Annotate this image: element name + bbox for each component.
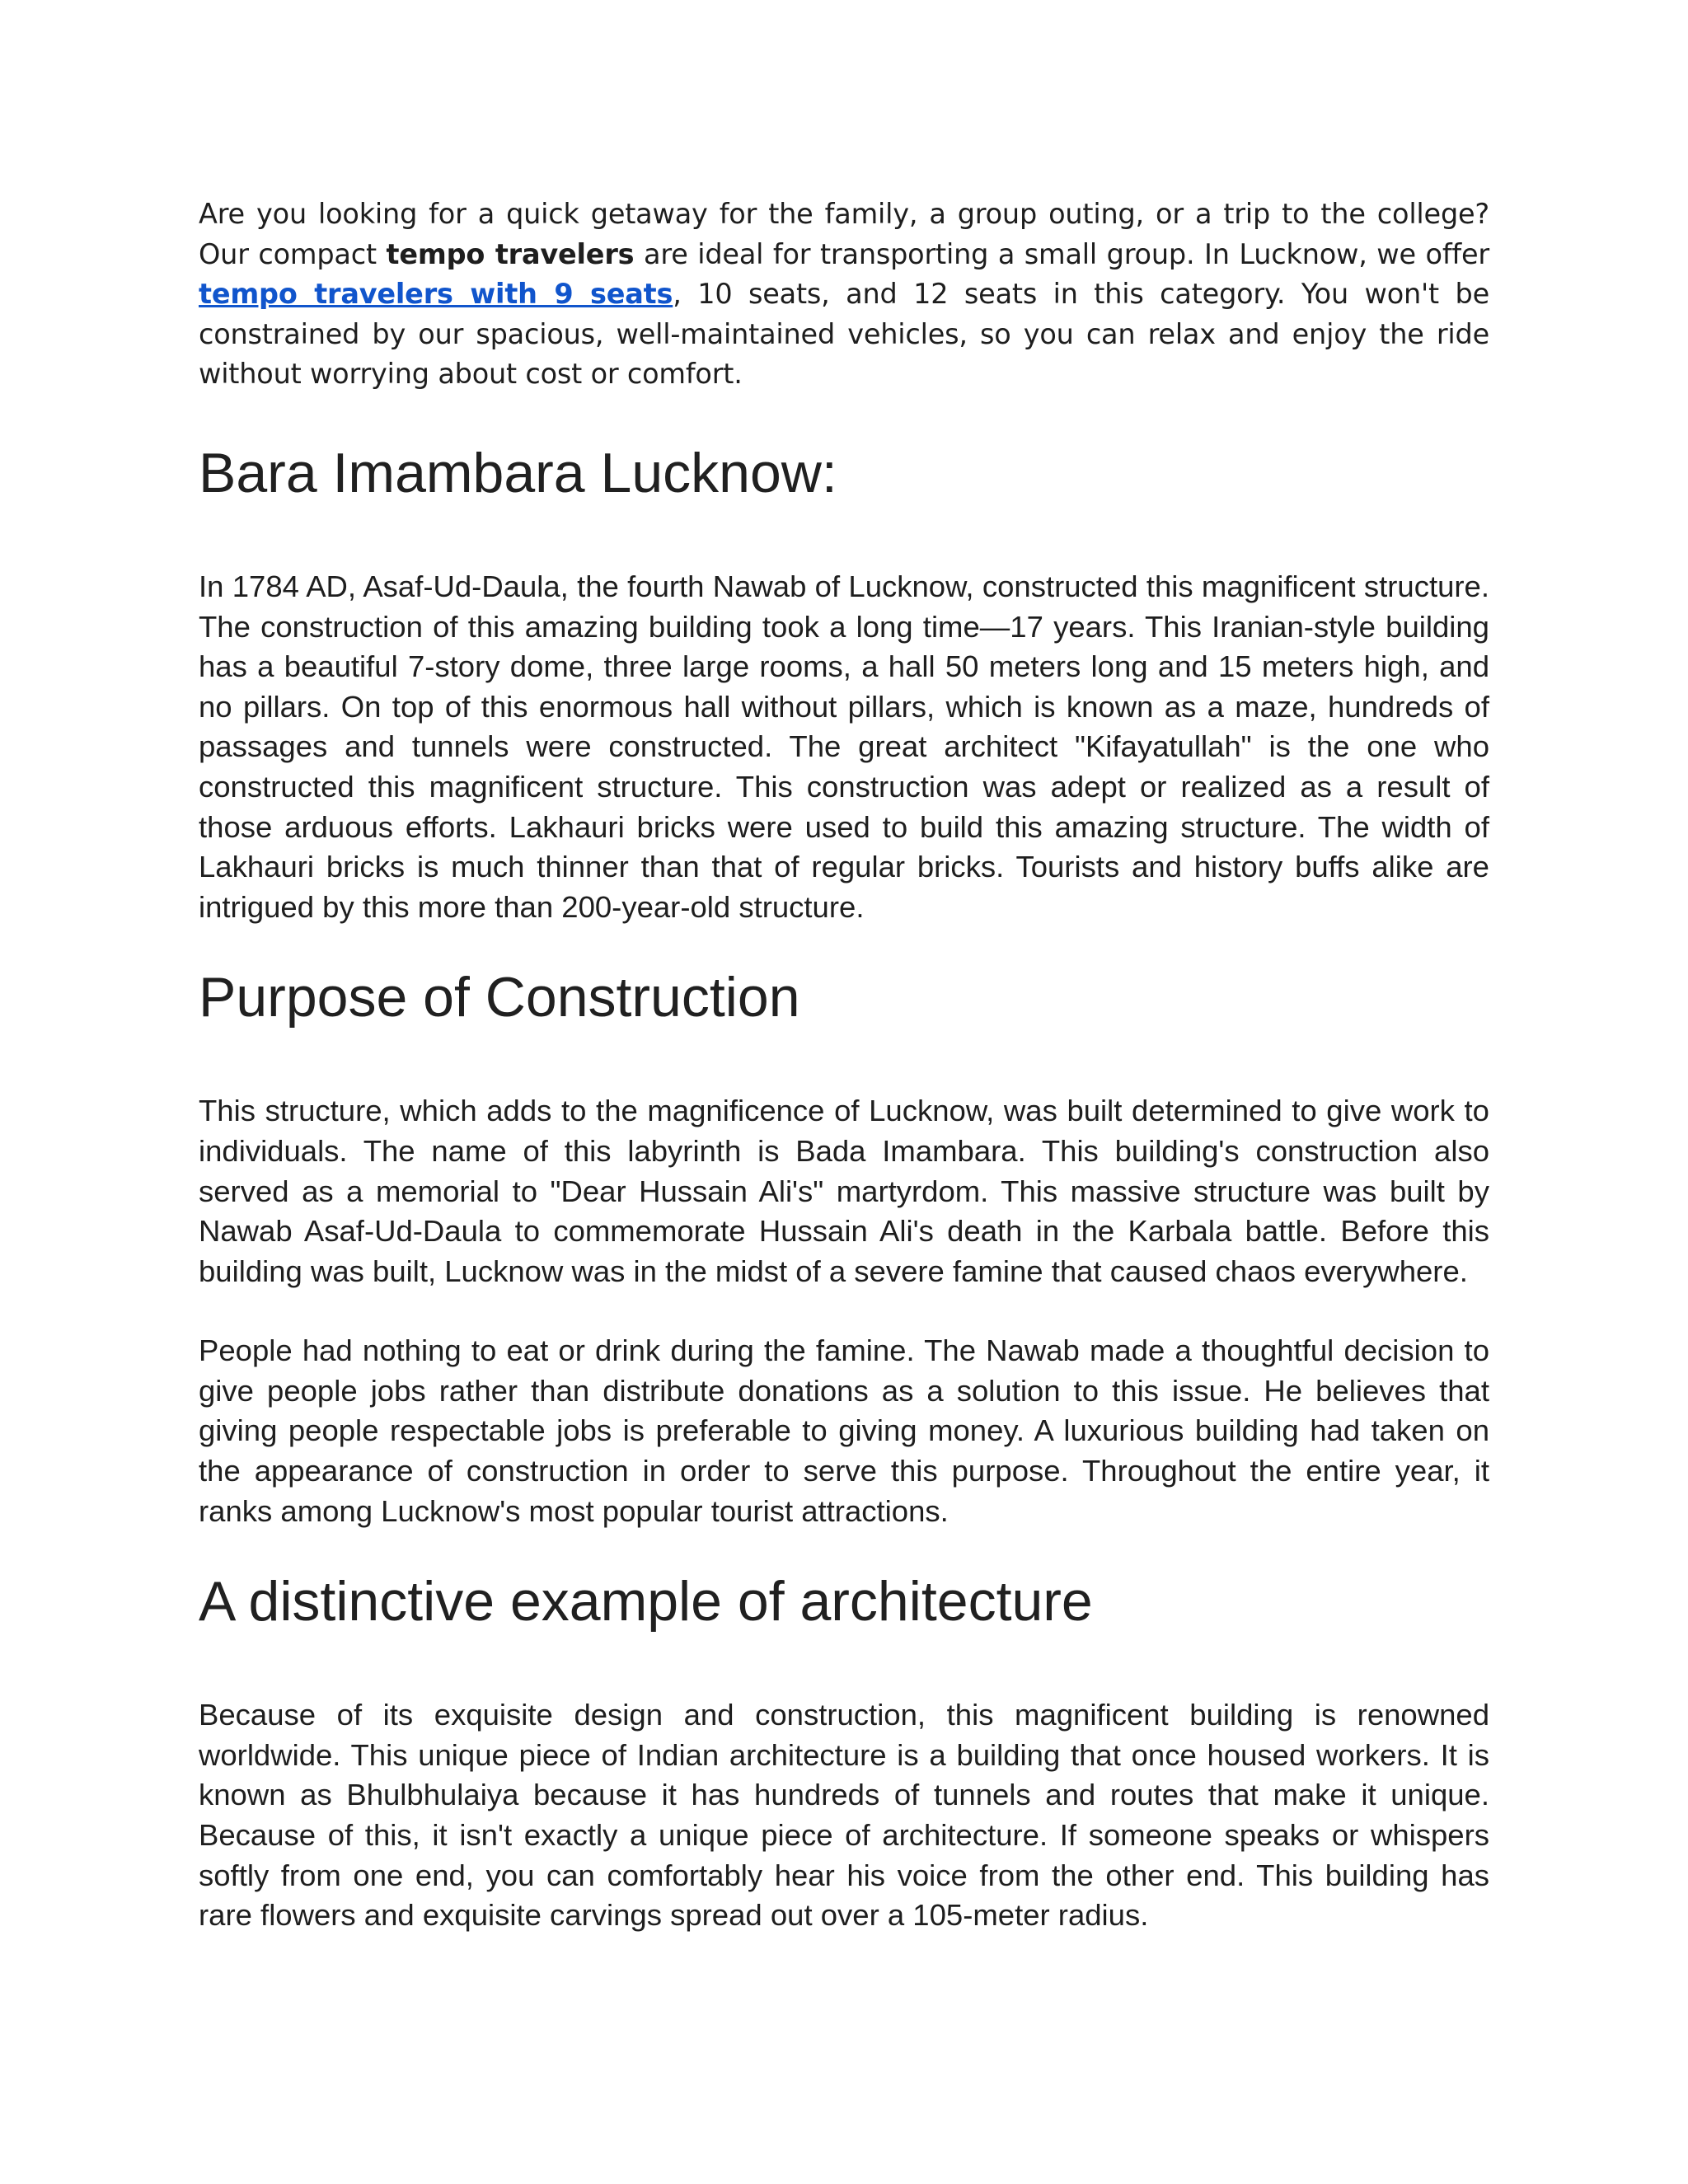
section-heading-purpose: Purpose of Construction xyxy=(199,966,800,1029)
section-paragraph: This structure, which adds to the magnificence of Lucknow, was built determined to give work to individuals. The name of this labyrinth is Bada Imambara. This building's construction also served as a memorial to "Dear Hussain Ali's" martyrdom. This massive structure was built by Nawab Asaf-Ud-Daula to commemorate Hussain Ali's death in the Karbala battle. Before this building was built, Lucknow was in the midst of a severe famine that caused chaos everywhere. xyxy=(199,1094,1489,1288)
intro-paragraph xyxy=(199,194,1489,395)
intro-text-3: , 10 seats, and 12 seats in this category. You won't be constrained by our spacious, well-maintained vehicles, so you can relax and enjoy the ride without worrying about cost or comfort. xyxy=(199,278,1489,391)
document-page xyxy=(199,194,1489,1936)
section-paragraph: In 1784 AD, Asaf-Ud-Daula, the fourth Nawab of Lucknow, constructed this magnificent structure. The construction of this amazing building took a long time—17 years. This Iranian-style building has a beautiful 7-story dome, three large rooms, a hall 50 meters long and 15 meters high, and no pillars. On top of this enormous hall without pillars, which is known as a maze, hundreds of passages and tunnels were constructed. The great architect "Kifayatullah" is the one who constructed this magnificent structure. This construction was adept or realized as a result of those arduous efforts. Lakhauri bricks were used to build this amazing structure. The width of Lakhauri bricks is much thinner than that of regular bricks. Tourists and history buffs alike are intrigued by this more than 200-year-old structure. xyxy=(199,569,1489,924)
intro-bold-tempo-travelers: tempo travelers xyxy=(386,237,635,270)
intro-text-1: Are you looking for a quick getaway for the family, a group outing, or a trip to the college? Our compact xyxy=(199,198,1489,270)
section-heading-bara-imambara: Bara Imambara Lucknow: xyxy=(199,441,837,504)
tempo-travelers-9-seats-link[interactable]: tempo travelers with 9 seats xyxy=(199,278,673,311)
section-paragraph: People had nothing to eat or drink during the famine. The Nawab made a thoughtful decision to give people jobs rather than distribute donations as a solution to this issue. He believes that giving people respectable jobs is preferable to giving money. A luxurious building had taken on the appearance of construction in order to serve this purpose. Throughout the entire year, it ranks among Lucknow's most popular tourist attractions. xyxy=(199,1333,1489,1528)
intro-text-2: are ideal for transporting a small group. In Lucknow, we offer xyxy=(634,237,1490,270)
section-paragraph: Because of its exquisite design and construction, this magnificent building is renowned worldwide. This unique piece of Indian architecture is a building that once housed workers. It is known as Bhulbhulaiya because it has hundreds of tunnels and routes that make it unique. Because of this, it isn't exactly a unique piece of architecture. If someone speaks or whispers softly from one end, you can comfortably hear his voice from the other end. This building has rare flowers and exquisite carvings spread out over a 105-meter radius. xyxy=(199,1698,1489,1933)
section-heading-architecture: A distinctive example of architecture xyxy=(199,1570,1093,1633)
